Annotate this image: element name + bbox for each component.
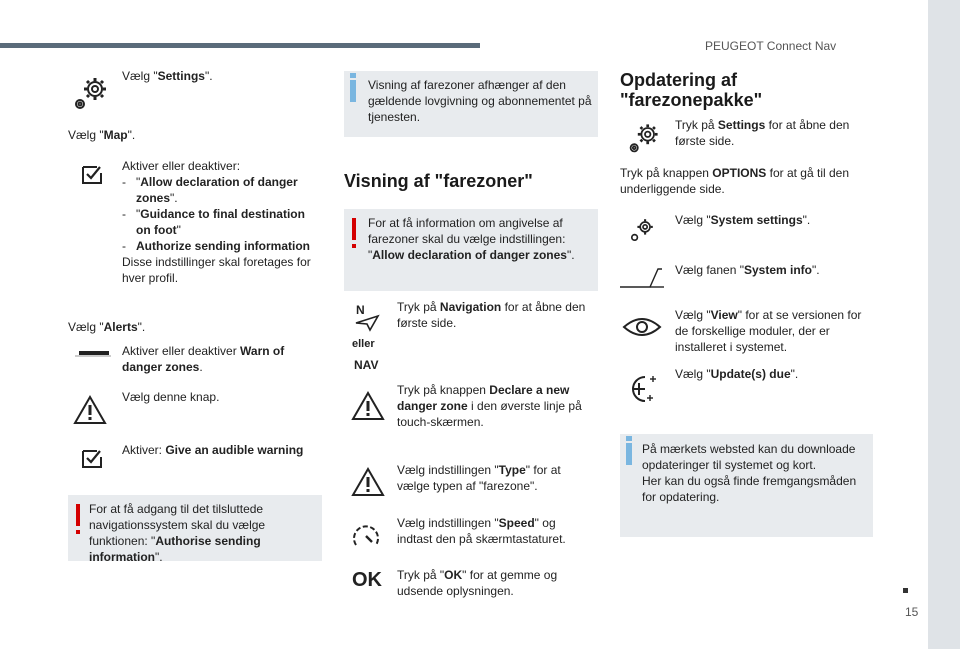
type-step: Vælg indstillingen "Type" for at vælge typen af "farezone". [397,463,561,493]
info-mark-icon [350,80,356,102]
warning-text: For at få information om angivelse af farezoner skal du vælge indstillingen: "Allow declaration of danger zones". [368,216,575,262]
gears-icon [626,118,664,156]
warning-triangle-icon [350,466,386,498]
warning-triangle-icon [350,390,386,422]
section-heading: Opdatering af "farezonepakke" [620,70,763,110]
info-mark-icon [626,443,632,465]
settings-step: Vælg "Settings". [122,69,213,83]
toggle-item: - "Allow declaration of danger zones". [122,175,298,205]
options-step: Tryk på knappen OPTIONS for at gå til den underliggende side. [620,166,850,196]
declare-step: Tryk på knappen Declare a new danger zone i den øverste linje på touch-skærmen. [397,383,582,429]
info-box [344,71,598,137]
profile-note: Disse indstillinger skal foretages for hver profil. [122,255,311,285]
compass-north-label: N [356,303,365,317]
view-step: Vælg "View" for at se versionen for de forskellige moduler, der er installeret i systemet. [675,308,862,354]
toggle-item: - Authorize sending information [122,239,310,253]
update-icon [622,372,662,406]
eye-icon [622,314,662,340]
system-settings-step: Vælg "System settings". [675,213,811,227]
section-heading: Visning af "farezoner" [344,171,533,191]
toggle-options [122,158,318,286]
updates-step: Vælg "Update(s) due". [675,367,799,381]
ok-step: Tryk på "OK" for at gemme og udsende oplysningen. [397,568,558,598]
side-margin [928,0,960,649]
checkbox-icon [80,446,104,470]
system-info-step: Vælg fanen "System info". [675,263,820,277]
warning-mark-icon [76,504,80,526]
page-number: 15 [905,605,919,619]
warning-box [68,495,322,564]
tap-settings-step: Tryk på Settings for at åbne den første side. [675,118,850,148]
speed-step: Vælg indstillingen "Speed" og indtast den på skærmtastaturet. [397,516,566,546]
page-end-marker [903,588,908,593]
gears-icon [72,72,112,112]
gears-icon [628,214,658,244]
toggle-intro: Aktiver eller deaktiver: [122,159,241,173]
navigation-icon [352,302,386,372]
audible-step: Aktiver: Give an audible warning [122,443,304,457]
toggle-switch-icon [74,346,112,360]
running-header: PEUGEOT Connect Nav [705,39,837,53]
info-text: På mærkets websted kan du downloade opdateringer til systemet og kort. Her kan du også finde fremgangsmåden for opdatering. [642,442,857,504]
warning-box [344,209,598,291]
tap-navigation-step: Tryk på Navigation for at åbne den første side. [397,300,586,330]
warning-mark-icon [352,218,356,240]
toggle-item: - "Guidance to final destination on foot" [122,207,305,237]
warning-text: For at få adgang til det tilsluttede navigationssystem skal du vælge funktionen: "Authorise sending information". [89,502,266,564]
speedometer-icon [350,520,382,552]
alerts-step: Vælg "Alerts". [68,320,146,334]
warn-zones-step: Aktiver eller deaktiver Warn of danger zones. [122,344,285,374]
choose-button-step: Vælg denne knap. [122,390,220,404]
warning-triangle-icon [72,394,108,426]
info-text: Visning af farezoner afhænger af den gældende lovgivning og abonnementet på tjenesten. [368,78,592,124]
top-rule [0,43,480,48]
info-box [620,434,873,537]
checkbox-icon [80,162,104,186]
map-step: Vælg "Map". [68,128,136,142]
nav-label: NAV [354,358,379,372]
or-label: eller [352,338,375,350]
ok-icon: OK [352,569,382,591]
tab-icon [620,266,664,290]
